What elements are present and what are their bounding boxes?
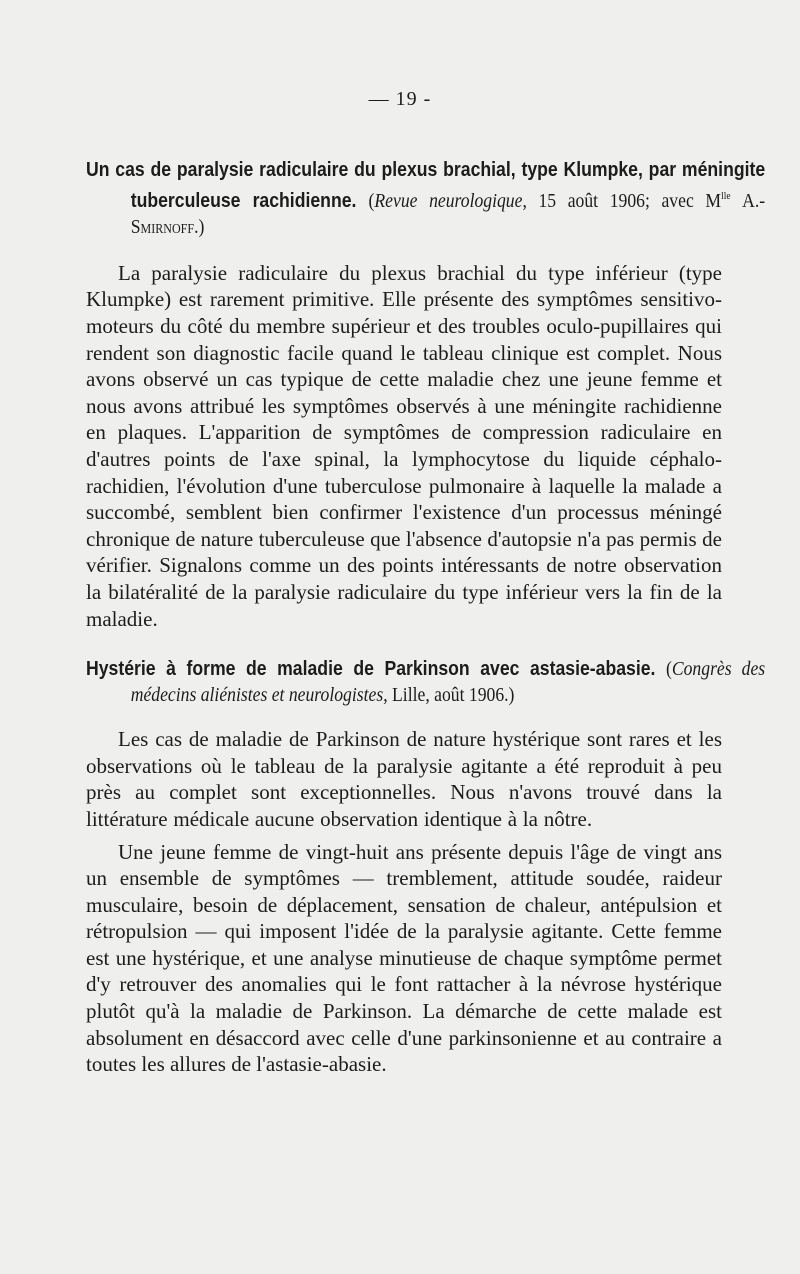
ref-close: .) [194,215,205,238]
ref-sup: lle [721,190,731,202]
page-number: — 19 - [368,88,432,110]
page-content [86,157,766,1078]
ref-rest: , Lille, août 1906.) [383,684,515,707]
article-paragraph: Les cas de maladie de Parkinson de nature hystérique sont rares et les observations où le tableau de la paralysie agitante a été reproduit à peu près au complet sont exceptionnelles. Nous n'avons trouvé dans la littérature médicale aucune observation identique à la nôtre. [86,727,722,831]
ref-open: ( [368,189,375,212]
article-title-text: Hystérie à forme de maladie de Parkinson avec astasie-abasie. [86,657,656,681]
article-paragraph: La paralysie radiculaire du plexus brachial du type inférieur (type Klumpke) est rarement primitive. Elle présente des symptômes sensitivo-moteurs du côté du membre supérieur et des troubles oculo-pupillaires qui rendent son diagnostic facile quand le tableau clinique est complet. Nous avons observé un cas typique de cette maladie chez une jeune femme et nous avons attribué les symptômes observés à une méningite rachidienne en plaques. L'apparition de symptômes de compression radiculaire en d'autres points de l'axe spinal, la lymphocytose du liquide céphalo-rachidien, l'évolution d'une tuberculose pulmonaire à laquelle la malade a succombé, semblent bien confirmer l'existence d'un processus méningé chronique de nature tuberculeuse que l'absence d'autopsie n'a pas permis de vérifier. Signalons comme un des points intéressants de notre observation la bilatéralité de la paralysie radiculaire du type inférieur vers la fin de la maladie. [86,260,722,631]
article-title-text: Un cas de paralysie radiculaire du plexus brachial, type Klumpke, par méningite tuberculeuse rachidienne. [86,158,766,212]
ref-journal: Revue neurologique [374,189,523,212]
ref-rest: , 15 août 1906; avec M [522,189,722,212]
ref-journal: Congrès des médecins aliénistes et neurologistes [130,658,766,707]
article-section-parkinson [86,656,766,1078]
ref-author: A.-Smirnoff [130,189,766,238]
article-title-klumpke [86,157,765,240]
article-paragraph: Une jeune femme de vingt-huit ans présente depuis l'âge de vingt ans un ensemble de symptômes — tremblement, attitude soudée, raideur musculaire, besoin de déplacement, sensation de chaleur, antépulsion et rétropulsion — qui imposent l'idée de la paralysie agitante. Cette femme est une hystérique, et une analyse minutieuse de chaque symptôme permet d'y retrouver des anomalies qui le font rattacher à la névrose hystérique plutôt qu'à la maladie de Parkinson. La démarche de cette malade est absolument en désaccord avec celle d'une parkinsonienne et au contraire a toutes les allures de l'astasie-abasie. [86,839,722,1077]
article-title-parkinson [86,656,765,708]
ref-open: ( [665,658,672,681]
article-section-klumpke [86,157,766,632]
